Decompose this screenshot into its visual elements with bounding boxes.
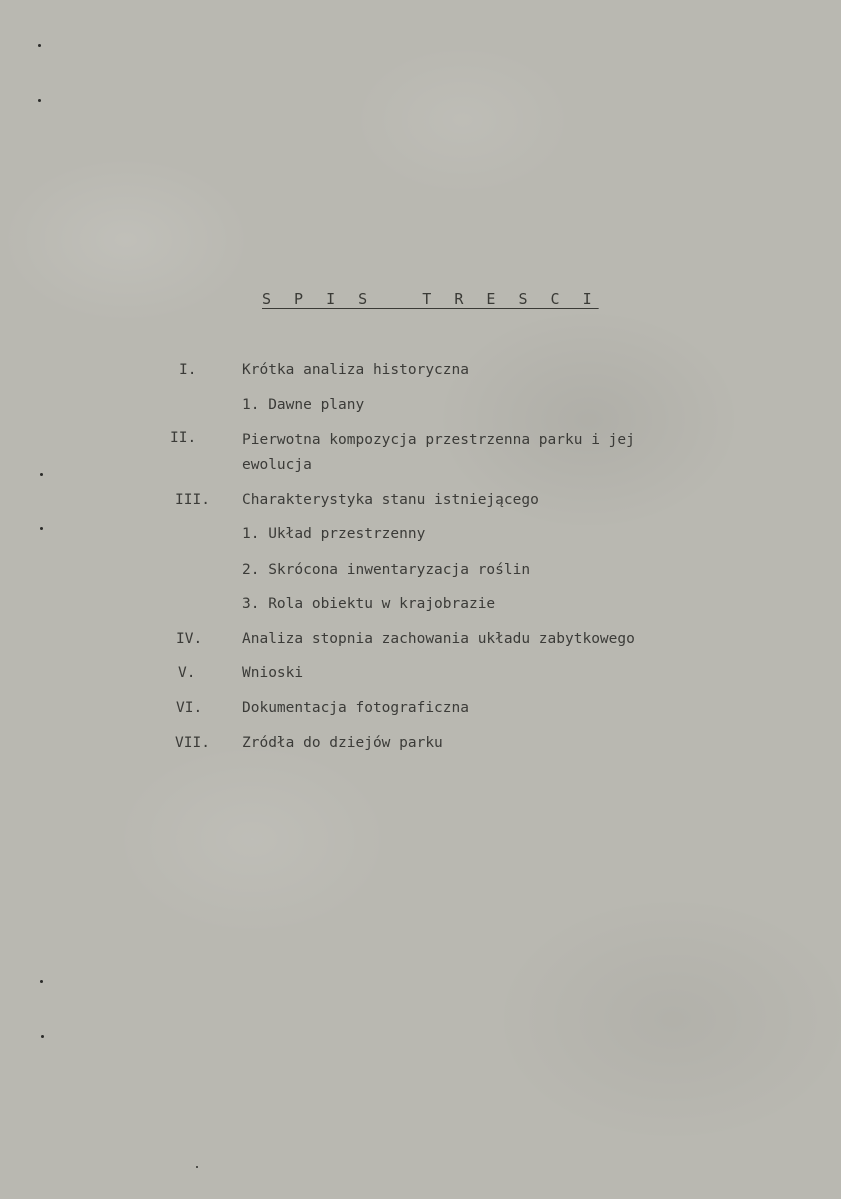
entry-number: V. [178,665,196,681]
toc-entry: Krótka analiza historyczna [242,362,469,378]
toc-subentry: 2. Skrócona inwentaryzacja roślin [242,562,531,578]
toc-entry-continuation: ewolucja [242,457,312,473]
toc-entry: Wnioski [242,665,304,681]
toc-subentry: 1. Dawne plany [242,397,365,413]
paper-speck [41,1035,44,1038]
entry-number: III. [175,492,210,508]
paper-speck [38,99,41,102]
toc-subentry: 3. Rola obiektu w krajobrazie [242,596,496,612]
entry-number: VII. [175,735,210,751]
page-title: S P I S T R E S C I [262,290,599,308]
paper-speck [40,527,43,530]
entry-number: VI. [176,700,203,716]
toc-entry: Charakterystyka stanu istniejącego [242,492,539,508]
entry-number: II. [170,430,197,446]
paper-speck [40,980,43,983]
toc-entry: Dokumentacja fotograficzna [242,700,469,716]
paper-speck [40,473,43,476]
entry-number: I. [179,362,197,378]
toc-entry: Analiza stopnia zachowania układu zabytkowego [242,631,635,647]
paper-speck [196,1166,198,1168]
toc-entry: Pierwotna kompozycja przestrzenna parku i jej [242,432,635,448]
toc-subentry: 1. Układ przestrzenny [242,526,426,542]
entry-number: IV. [176,631,203,647]
toc-entry: Zródła do dziejów parku [242,735,443,751]
paper-speck [38,44,41,47]
